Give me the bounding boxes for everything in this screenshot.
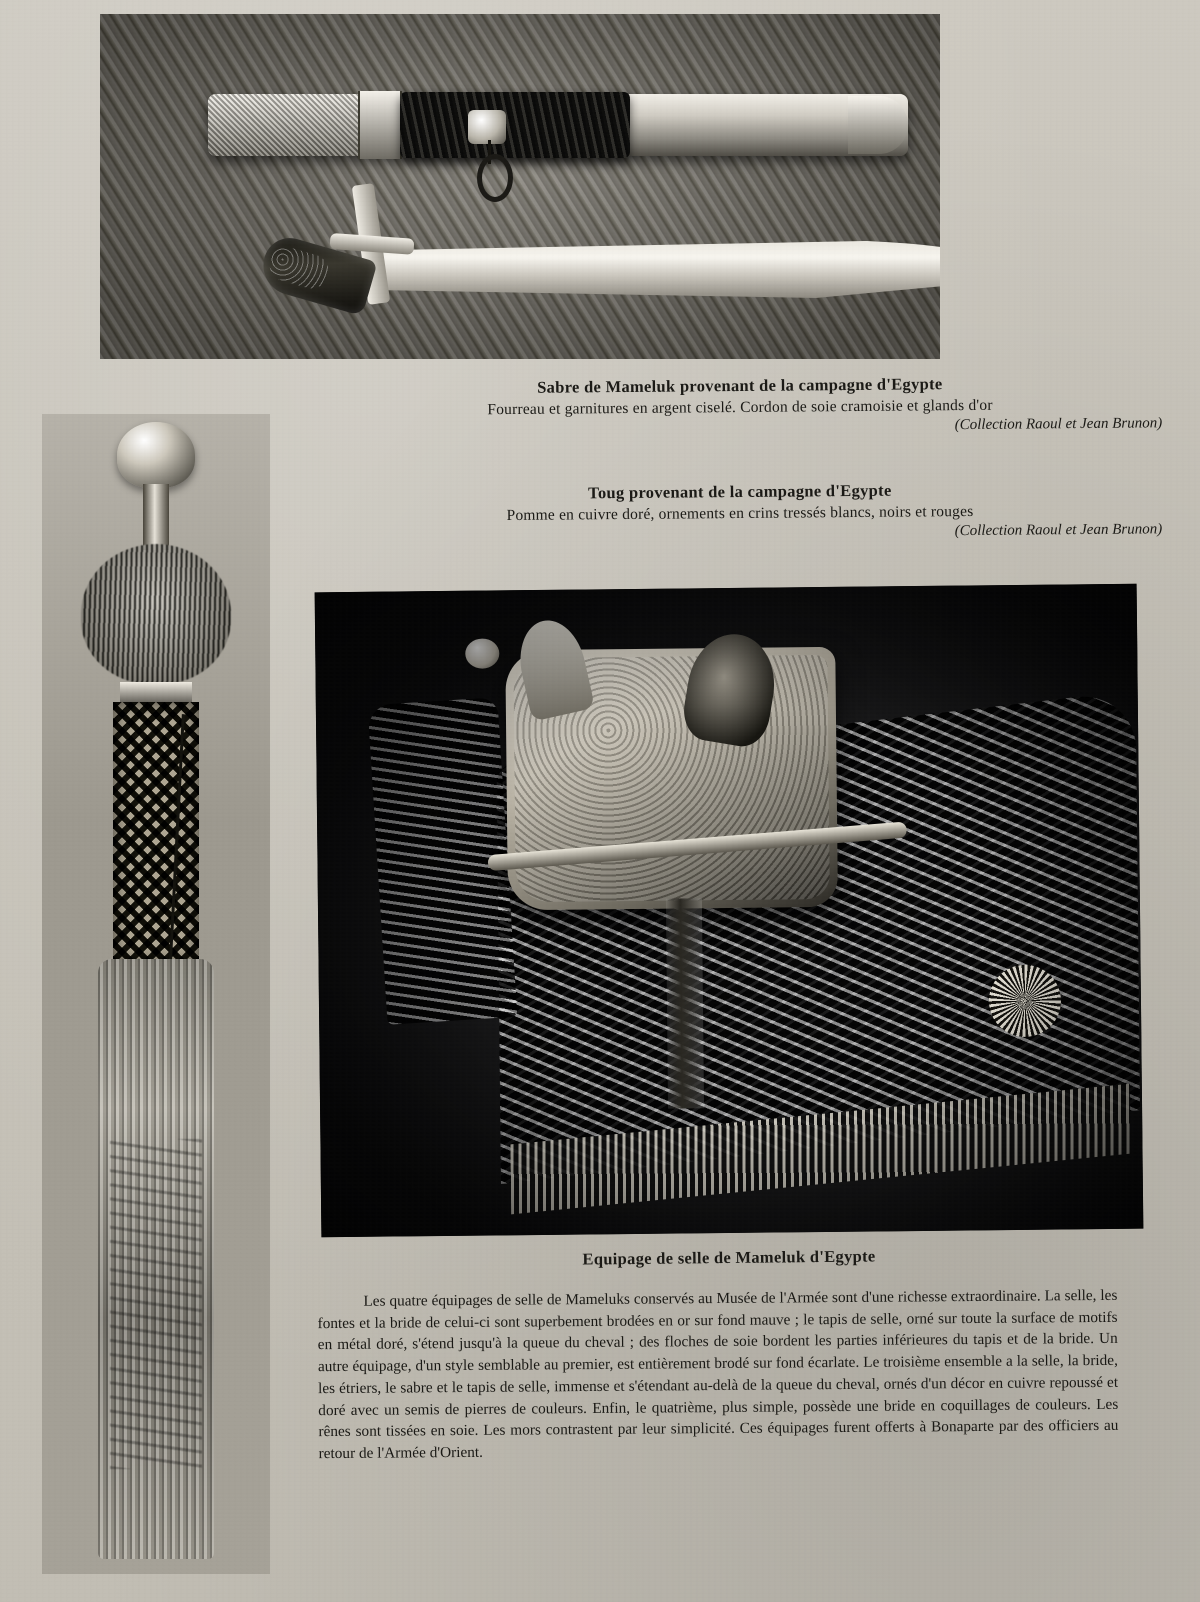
sabre-hilt: [260, 184, 400, 324]
scabbard-tip: [848, 96, 908, 154]
caption-sabre-title: Sabre de Mameluk provenant de la campagne d'Egypte: [537, 374, 943, 397]
gilt-copper-pommel: [117, 422, 195, 488]
caption-saddle: [318, 1244, 1140, 1276]
body-text-block: [317, 1285, 1118, 1465]
toug-shaft-neck: [143, 484, 169, 550]
caption-toug-collection: (Collection Raoul et Jean Brunon): [954, 521, 1163, 540]
parquet-background: [100, 14, 940, 359]
suspension-ring: [477, 154, 513, 202]
toug-collar: [120, 682, 192, 704]
blade-steel: [368, 240, 940, 298]
photo-vignette: [315, 584, 1144, 1238]
caption-toug-description: Pomme en cuivre doré, ornements en crins tressés blancs, noirs et rouges: [506, 502, 974, 525]
scabbard-locket: [358, 91, 402, 159]
caption-toug-title: Toug provenant de la campagne d'Egypte: [588, 480, 892, 503]
sabre-photograph: [100, 14, 940, 359]
caption-saddle-title: Equipage de selle de Mameluk d'Egypte: [582, 1246, 876, 1269]
scabbard-cord-wrapping: [400, 92, 630, 158]
caption-sabre: [300, 372, 1180, 440]
scabbard-boss: [468, 110, 506, 144]
braided-horsehair-section: [113, 702, 199, 964]
toug-photograph: [42, 414, 270, 1574]
caption-toug: [300, 478, 1180, 546]
horsehair-tail: [98, 959, 214, 1559]
saddle-photograph: [315, 584, 1144, 1238]
sabre-blade: [368, 240, 940, 298]
body-paragraph: Les quatre équipages de selle de Mameluks conservés au Musée de l'Armée sont d'une richesse extraordinaire. La selle, les fontes et la bride de celui-ci sont superbement brodées en or sur fond mauve ; le tapis de selle, orné sur toute la surface de motifs en métal doré, s'étend jusqu'à la queue du cheval ; des floches de soie bordent les parties inférieures du tapis et de la bride. Un autre équipage, d'un style semblable au premier, est entièrement brodé sur fond écarlate. Le troisième ensemble a la selle, la bride, les étriers, le sabre et le tapis de selle, immense et s'étendant au-delà de la queue du cheval, ornés d'un décor en cuivre repoussé et doré avec un semis de pierres de couleurs. Enfin, le quatrième, plus simple, possède une bride en coquillages de couleurs. Les rênes sont tissées en soie. Les mors contrastent par leur simplicité. Ces équipages furent offerts à Bonaparte par des officiers au retour de l'Armée d'Orient.: [317, 1286, 1119, 1463]
scabbard-chased-silver-mount: [208, 94, 358, 156]
caption-sabre-collection: (Collection Raoul et Jean Brunon): [954, 415, 1163, 434]
horsehair-plume: [81, 544, 231, 684]
caption-sabre-description: Fourreau et garnitures en argent ciselé. Cordon de soie cramoisie et glands d'or: [487, 396, 993, 419]
